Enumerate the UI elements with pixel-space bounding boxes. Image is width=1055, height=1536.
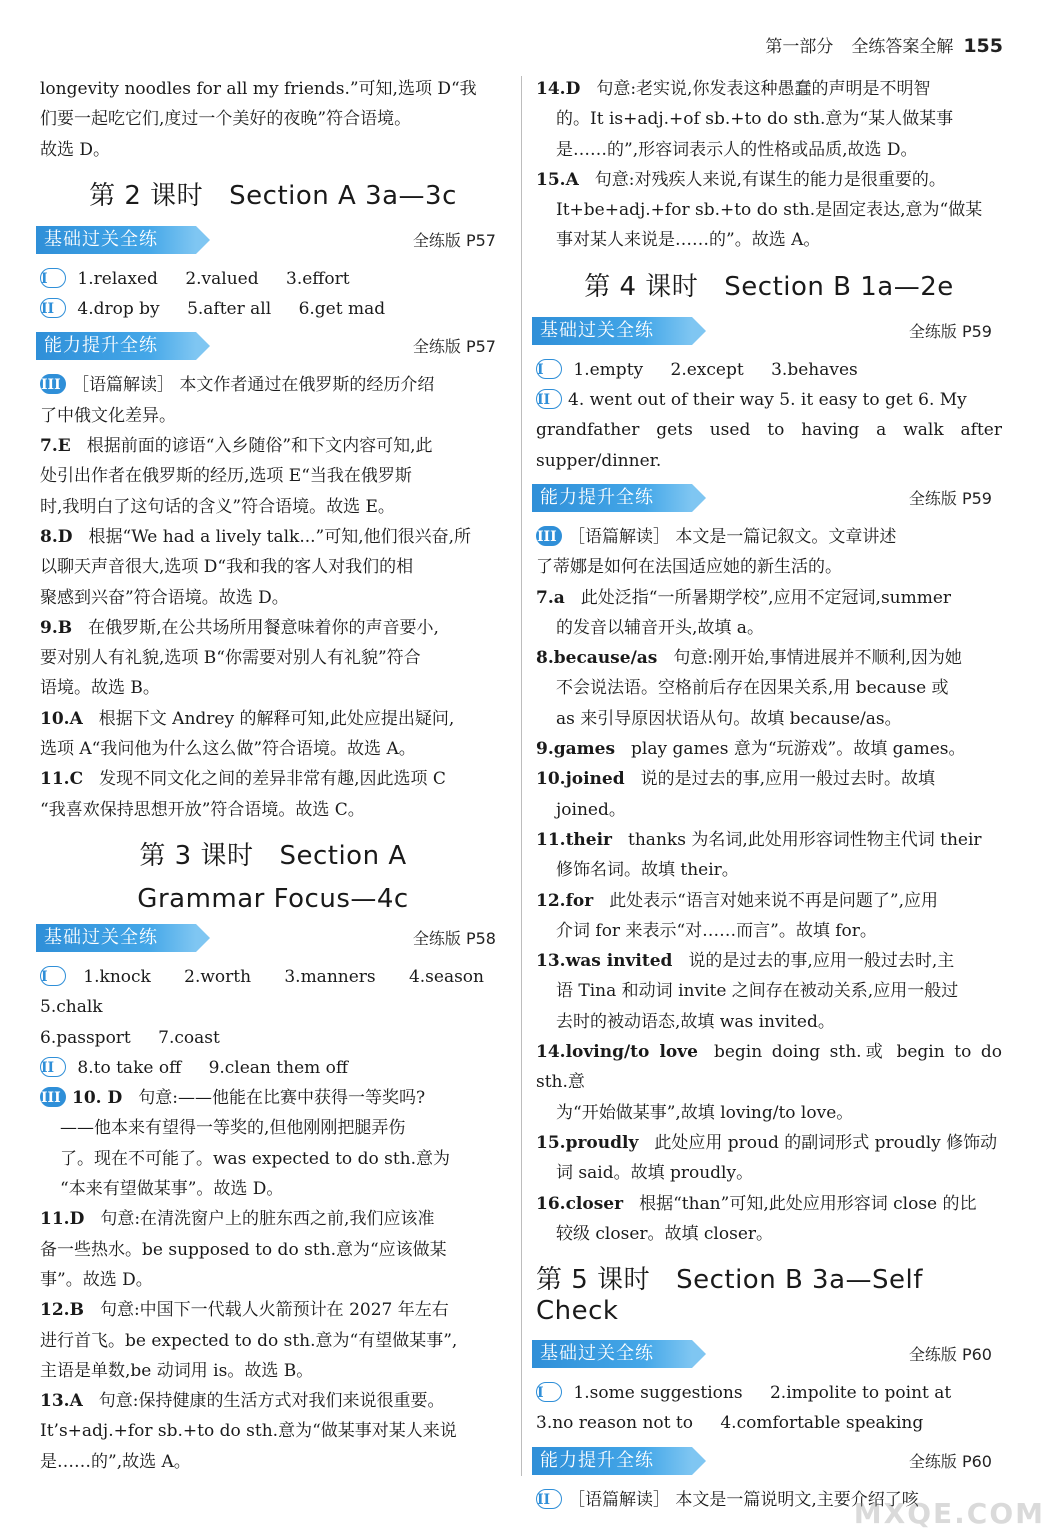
lesson-2-heading	[40, 175, 506, 212]
passage-note-text: 了蒂娜是如何在法国适应她的新生活的。	[536, 557, 842, 578]
section-bar-advanced	[536, 482, 1002, 516]
lesson-title: Section B 1a—2e	[724, 271, 954, 302]
explanation-line	[40, 1204, 506, 1234]
intro-line: 们要一起吃它们,度过一个美好的夜晚”符合语境。	[40, 109, 412, 130]
page-ref: 全练版 P57	[412, 337, 496, 357]
explanation-text: play games 意为“玩游戏”。故填 games。	[631, 739, 966, 760]
explanation-line	[40, 704, 506, 734]
answer: 6.passport	[40, 1027, 131, 1048]
answer: 2.valued	[185, 268, 259, 289]
item-number: 15.A	[536, 169, 579, 190]
item-number: 7.E	[40, 436, 71, 457]
item-number: 7.a	[536, 587, 565, 608]
explanation-line	[536, 946, 1002, 976]
explanation-text: 在俄罗斯,在公共场所用餐意味着你的声音要小,	[88, 617, 439, 638]
explanation-text: 此处表示“语言对她来说不再是问题了”,应用	[609, 890, 938, 911]
passage-note-text: ［语篇解读］ 本文是一篇说明文,主要介绍了咳	[568, 1489, 919, 1510]
answer-row	[40, 1053, 506, 1083]
explanation-line	[40, 1295, 506, 1325]
explanation-line	[536, 764, 1002, 794]
section-bar-basic	[536, 1338, 1002, 1372]
lesson-3-heading	[40, 835, 506, 872]
page-ref: 全练版 P57	[412, 230, 496, 250]
item-number: 10. D	[72, 1088, 123, 1109]
explanation-line	[40, 613, 506, 643]
answer: 5.after all	[187, 299, 272, 320]
explanation-text: 根据下文 Andrey 的解释可知,此处应提出疑问,	[98, 708, 455, 729]
explanation-line: “我喜欢保持思想开放”符合语境。故选 C。	[40, 799, 365, 820]
item-number: 12.B	[40, 1300, 84, 1321]
item-number: 16.closer	[536, 1193, 624, 1214]
page-ref: 全练版 P59	[908, 321, 992, 341]
item-number: 15.proudly	[536, 1132, 639, 1153]
explanation-line	[536, 734, 1002, 764]
section-tag: 基础过关全练	[36, 226, 196, 254]
roman-badge: I	[536, 1382, 562, 1402]
explanation-line	[536, 583, 1002, 613]
roman-badge: I	[40, 268, 66, 288]
explanation-line: 语 Tina 和动词 invite 之间存在被动关系,应用一般过	[556, 981, 959, 1002]
explanation-line: 是……的”,形容词表示人的性格或品质,故选 D。	[556, 139, 918, 160]
answer-explanations-7-11	[40, 431, 506, 825]
page-header	[765, 32, 1003, 57]
lesson-number: 第 3 课时	[139, 840, 254, 871]
lesson-title: Section A 3a—3c	[229, 180, 457, 211]
item-number: 9.games	[536, 739, 616, 760]
explanation-line: “本来有望做某事”。故选 D。	[60, 1179, 284, 1200]
roman-badge: II	[536, 389, 562, 409]
explanation-line	[536, 1037, 1002, 1098]
item-number: 14.loving/to love	[536, 1042, 698, 1063]
answer: 3.behaves	[771, 359, 858, 380]
section-bar-basic	[40, 224, 506, 258]
section-tag: 能力提升全练	[532, 484, 692, 512]
answer: 3.no reason not to	[536, 1413, 693, 1434]
answer-row	[536, 1408, 1002, 1438]
header-title: 全练答案全解	[851, 37, 954, 57]
explanation-line: 时,我明白了这句话的含义”符合语境。故选 E。	[40, 496, 395, 517]
roman-badge: III	[40, 1087, 66, 1107]
explanation-line: 事对某人来说是……的”。故选 A。	[556, 230, 821, 251]
section-tag: 能力提升全练	[36, 332, 196, 360]
explanation-line	[536, 1189, 1002, 1219]
explanation-text: 句意:老实说,你发表这种愚蠢的声明是不明智	[596, 79, 931, 99]
lesson-number: 第 2 课时	[89, 180, 204, 211]
explanation-line	[40, 1386, 506, 1416]
item-number: 9.B	[40, 617, 73, 638]
answer: 8.to take off	[77, 1057, 182, 1078]
explanation-text: 发现不同文化之间的差异非常有趣,因此选项 C	[99, 769, 446, 790]
page-ref: 全练版 P58	[412, 928, 496, 948]
explanation-line	[536, 825, 1002, 855]
answer: 1.some suggestions	[573, 1383, 743, 1404]
explanation-line: ——他本来有望得一等奖的,但他刚刚把腿弄伤	[60, 1118, 406, 1139]
item-number: 14.D	[536, 79, 581, 99]
explanation-line: 选项 A“我问他为什么这么做”符合语境。故选 A。	[40, 739, 416, 760]
answer-row	[536, 1378, 1002, 1408]
section-bar-basic	[40, 922, 506, 956]
passage-note	[536, 522, 1002, 552]
lesson-3-subtitle: Grammar Focus—4c	[137, 883, 409, 914]
answer-row	[536, 355, 1002, 385]
explanation-line: 事”。故选 D。	[40, 1269, 153, 1290]
explanation-line: 备一些热水。be supposed to do sth.意为“应该做某	[40, 1239, 447, 1260]
answer: 1.knock	[83, 966, 151, 987]
lesson-number: 第 5 课时	[536, 1265, 651, 1296]
answer: 2.worth	[184, 966, 252, 987]
column-divider	[521, 76, 522, 1476]
roman-badge: I	[40, 966, 66, 986]
lesson-number: 第 4 课时	[584, 271, 699, 302]
explanation-text: 此处应用 proud 的副词形式 proudly 修饰动	[654, 1132, 998, 1153]
section-bar-basic	[536, 315, 1002, 349]
item-number: 11.C	[40, 769, 84, 790]
explanation-text: 句意:中国下一代载人火箭预计在 2027 年左右	[99, 1300, 449, 1321]
item-number: 8.D	[40, 526, 73, 547]
answer: 4.drop by	[77, 299, 160, 320]
explanation-line: 要对别人有礼貌,选项 B“你需要对别人有礼貌”符合	[40, 648, 421, 669]
answer: 3.manners	[284, 966, 376, 987]
passage-note	[40, 370, 506, 400]
explanation-text: 句意:——他能在比赛中获得一等奖吗?	[138, 1088, 426, 1109]
explanation-line: joined。	[556, 799, 626, 820]
answer-row	[40, 962, 506, 1023]
section-tag: 能力提升全练	[532, 1447, 692, 1475]
answer: 2.impolite to point at	[769, 1383, 952, 1404]
explanation-line: 不会说法语。空格前后存在因果关系,用 because 或	[556, 678, 949, 699]
explanation-line	[536, 74, 1002, 104]
header-section: 第一部分	[765, 37, 834, 57]
explanation-line: 是……的”,故选 A。	[40, 1451, 191, 1472]
page-ref: 全练版 P60	[908, 1451, 992, 1471]
item-number: 10.A	[40, 708, 83, 729]
item-number: 12.for	[536, 890, 594, 911]
explanation-line: 进行首飞。be expected to do sth.意为“有望做某事”,	[40, 1330, 458, 1351]
watermark: MXQE.COM	[853, 1497, 1045, 1530]
explanation-text: 说的是过去的事,应用一般过去时。故填	[640, 769, 935, 790]
answer: 1.empty	[573, 359, 644, 380]
answer-row	[40, 1023, 506, 1053]
lesson-title: Section A	[279, 840, 407, 871]
answer: 6.get mad	[298, 299, 386, 320]
answer-row	[536, 385, 1002, 415]
explanation-text: begin doing sth.或 begin to do sth.意	[536, 1042, 1003, 1093]
explanation-text: thanks 为名词,此处用形容词性物主代词 their	[628, 829, 982, 850]
passage-note-text: ［语篇解读］ 本文作者通过在俄罗斯的经历介绍	[72, 375, 435, 396]
explanation-text: 句意:在清洗窗户上的脏东西之前,我们应该准	[100, 1209, 435, 1230]
explanation-text: 说的是过去的事,应用一般过去时,主	[688, 951, 955, 972]
item-number: 13.was invited	[536, 951, 673, 972]
explanation-line: 去时的被动语态,故填 was invited。	[556, 1011, 835, 1032]
answer: 5.chalk	[40, 997, 103, 1018]
explanation-line	[536, 643, 1002, 673]
explanation-line	[536, 165, 1002, 195]
explanation-line: as 来引导原因状语从句。故填 because/as。	[556, 708, 902, 729]
explanation-text: 句意:刚开始,事情进展并不顺利,因为她	[673, 648, 962, 669]
right-column	[536, 74, 1002, 1515]
answer: 2.except	[670, 359, 744, 380]
explanation-line	[536, 886, 1002, 916]
explanation-line: 为“开始做某事”,故填 loving/to love。	[556, 1102, 854, 1123]
answer-explanations-7-16	[536, 583, 1002, 1250]
section-tag: 基础过关全练	[532, 1340, 692, 1368]
explanation-line: 词 said。故填 proudly。	[556, 1163, 754, 1184]
explanation-text: 句意:对残疾人来说,有谋生的能力是很重要的。	[594, 169, 946, 190]
item-number: 8.because/as	[536, 648, 658, 669]
roman-badge: II	[40, 1057, 66, 1077]
explanation-text: 句意:保持健康的生活方式对我们来说很重要。	[98, 1391, 445, 1412]
lesson-5-heading	[536, 1259, 1002, 1326]
explanation-line: 了。现在不可能了。was expected to do sth.意为	[60, 1148, 451, 1169]
explanation-line	[40, 431, 506, 461]
intro-line: longevity noodles for all my friends.”可知,选项 D“我	[40, 79, 477, 99]
roman-badge: III	[536, 526, 562, 546]
answer-row	[40, 294, 506, 324]
explanation-line: 以聊天声音很大,选项 D“我和我的客人对我们的相	[40, 557, 414, 578]
page-number: 155	[963, 35, 1003, 57]
page-ref: 全练版 P59	[908, 488, 992, 508]
left-column	[40, 74, 506, 1477]
lesson-title: Section B 3a—Self Check	[536, 1265, 923, 1327]
explanation-text: 根据前面的谚语“入乡随俗”和下文内容可知,此	[86, 436, 433, 457]
answer: 4.comfortable speaking	[720, 1413, 924, 1434]
explanation-line: It+be+adj.+for sb.+to do sth.是固定表达,意为“做某	[556, 200, 983, 221]
passage-note-text: 了中俄文化差异。	[40, 405, 176, 426]
item-number: 11.their	[536, 829, 613, 850]
explanation-line: 语境。故选 B。	[40, 678, 160, 699]
explanation-text: 此处泛指“一所暑期学校”,应用不定冠词,summer	[580, 587, 952, 608]
explanation-line: 的。It is+adj.+of sb.+to do sth.意为“某人做某事	[556, 109, 954, 130]
answer: 4.season	[408, 966, 484, 987]
answer: 7.coast	[158, 1027, 220, 1048]
intro-line: 故选 D。	[40, 139, 111, 160]
explanation-line: 处引出作者在俄罗斯的经历,选项 E“当我在俄罗斯	[40, 466, 412, 487]
explanation-line	[40, 522, 506, 552]
explanation-line	[40, 764, 506, 794]
answer: 9.clean them off	[208, 1057, 348, 1078]
item-number: 13.A	[40, 1391, 83, 1412]
section-bar-advanced	[40, 330, 506, 364]
answer-explanations-14-15	[536, 74, 1002, 256]
explanation-line: It’s+adj.+for sb.+to do sth.意为“做某事对某人来说	[40, 1421, 457, 1442]
roman-badge: II	[40, 298, 66, 318]
explanation-line: 主语是单数,be 动词用 is。故选 B。	[40, 1360, 314, 1381]
answer: 3.effort	[286, 268, 350, 289]
answer: 1.relaxed	[77, 268, 158, 289]
explanation-text: 根据“than”可知,此处应用形容词 close 的比	[639, 1193, 977, 1214]
item-number: 11.D	[40, 1209, 85, 1230]
roman-badge: III	[40, 374, 66, 394]
answer-explanations-10-13	[40, 1083, 506, 1477]
explanation-text: 根据“We had a lively talk...”可知,他们很兴奋,所	[88, 526, 472, 547]
roman-badge: I	[536, 359, 562, 379]
explanation-line: 较级 closer。故填 closer。	[556, 1223, 774, 1244]
page-ref: 全练版 P60	[908, 1345, 992, 1365]
item-number: 10.joined	[536, 769, 625, 790]
answer-text: 4. went out of their way 5. it easy to get 6. My	[568, 390, 967, 411]
explanation-line: 介词 for 来表示“对……而言”。故填 for。	[556, 920, 877, 941]
passage-note-text: ［语篇解读］ 本文是一篇记叙文。文章讲述	[568, 526, 897, 547]
answer-row	[40, 264, 506, 294]
explanation-line	[536, 1128, 1002, 1158]
explanation-line	[40, 1083, 506, 1113]
section-tag: 基础过关全练	[36, 924, 196, 952]
lesson-4-heading	[536, 266, 1002, 303]
section-tag: 基础过关全练	[532, 317, 692, 345]
explanation-line: 聚感到兴奋”符合语境。故选 D。	[40, 587, 289, 608]
answer-row-continued: grandfather gets used to having a walk after supper/dinner.	[536, 420, 1002, 471]
roman-badge: II	[536, 1489, 562, 1509]
explanation-line: 修饰名词。故填 their。	[556, 860, 739, 881]
section-bar-advanced	[536, 1445, 1002, 1479]
explanation-line: 的发音以辅音开头,故填 a。	[556, 617, 764, 638]
